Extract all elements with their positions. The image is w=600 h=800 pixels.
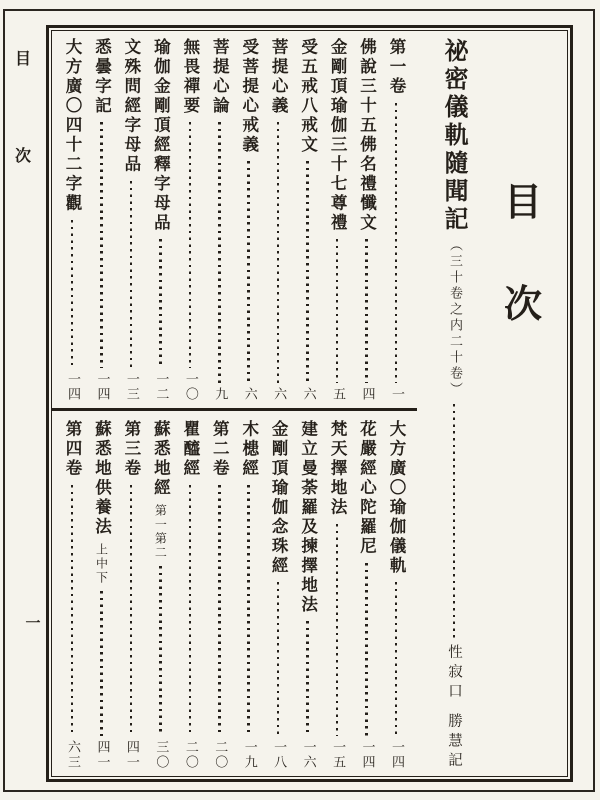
toc-entry bbox=[382, 420, 410, 772]
entry-page: 一六 bbox=[300, 740, 316, 770]
entry-title: 梵天擇地法 bbox=[328, 420, 348, 518]
entry-title: 第四卷 bbox=[63, 420, 82, 479]
entry-page: 一〇 bbox=[182, 372, 198, 402]
entry-page: 四一 bbox=[123, 740, 139, 770]
entry-title: 瞿醯經 bbox=[180, 420, 200, 479]
toc-entry bbox=[323, 38, 351, 404]
margin-label bbox=[10, 46, 36, 166]
margin-page-number: 一 bbox=[25, 614, 41, 632]
entry-page: 一四 bbox=[94, 372, 110, 402]
toc-entry bbox=[264, 38, 292, 404]
content-frame bbox=[46, 25, 573, 782]
margin-label-char: 目 bbox=[14, 49, 31, 68]
entry-page: 二〇 bbox=[182, 740, 198, 770]
document-subtitle: （三十卷之内二十卷） bbox=[447, 238, 462, 398]
entry-page: 一 bbox=[388, 387, 404, 402]
entry-page: 二〇 bbox=[212, 740, 228, 770]
dotted-leader bbox=[71, 220, 74, 369]
toc-top-register bbox=[58, 38, 410, 404]
entry-page: 一五 bbox=[330, 740, 346, 770]
title-column bbox=[434, 38, 474, 771]
dotted-leader bbox=[306, 161, 309, 383]
entry-title: 無畏禪要 bbox=[180, 38, 200, 116]
toc-entry bbox=[176, 420, 204, 772]
toc-entry bbox=[235, 38, 263, 404]
entry-title: 菩提心論 bbox=[210, 38, 230, 116]
dotted-leader bbox=[100, 591, 103, 736]
entry-page: 四一 bbox=[94, 740, 110, 770]
dotted-leader bbox=[130, 485, 133, 737]
toc-entry bbox=[176, 38, 204, 404]
dotted-leader bbox=[159, 566, 162, 736]
entry-title: 文殊問經字母品 bbox=[121, 38, 141, 175]
entry-page: 三〇 bbox=[153, 740, 169, 770]
dotted-leader bbox=[365, 563, 368, 737]
register-divider bbox=[51, 408, 417, 411]
margin-label-char: 次 bbox=[14, 146, 31, 165]
dotted-leader bbox=[277, 582, 280, 736]
entry-page: 六 bbox=[300, 387, 316, 402]
entry-title: 第三卷 bbox=[121, 420, 141, 479]
toc-entry bbox=[382, 38, 410, 404]
entry-page: 六三 bbox=[65, 740, 80, 770]
entry-title: 瑜伽金剛頂經釋字母品 bbox=[151, 38, 171, 233]
dotted-leader bbox=[365, 239, 368, 383]
entry-subtitle: 上中下 bbox=[94, 543, 109, 585]
toc-entry bbox=[87, 38, 115, 404]
toc-entry bbox=[87, 420, 115, 772]
dotted-leader bbox=[159, 239, 162, 368]
toc-entry bbox=[117, 420, 145, 772]
entry-page: 一四 bbox=[359, 740, 375, 770]
entry-title: 大方廣〇瑜伽儀軌 bbox=[386, 420, 406, 576]
entry-title: 佛說三十五佛名禮懺文 bbox=[357, 38, 377, 233]
dotted-leader bbox=[71, 485, 74, 737]
entry-title: 大方廣〇四十二字觀 bbox=[63, 38, 82, 214]
dotted-leader bbox=[336, 524, 339, 737]
dotted-leader bbox=[218, 485, 221, 737]
entry-title: 受菩提心戒義 bbox=[239, 38, 259, 155]
entry-title: 花嚴經心陀羅尼 bbox=[357, 420, 377, 557]
entry-title: 蘇悉地經 bbox=[151, 420, 171, 498]
toc-entry bbox=[117, 38, 145, 404]
entry-page: 六 bbox=[241, 387, 257, 402]
entry-page: 一八 bbox=[271, 740, 287, 770]
dotted-leader bbox=[306, 621, 309, 736]
entry-title: 受五戒八戒文 bbox=[298, 38, 318, 155]
entry-page: 一九 bbox=[241, 740, 257, 770]
toc-entry bbox=[294, 420, 322, 772]
entry-title: 蘇悉地供養法 bbox=[92, 420, 112, 537]
dotted-leader bbox=[395, 582, 398, 736]
entry-page: 六 bbox=[271, 387, 287, 402]
dotted-leader bbox=[218, 122, 221, 383]
dotted-leader bbox=[277, 122, 280, 383]
dotted-leader bbox=[336, 239, 339, 383]
dotted-leader bbox=[247, 161, 250, 383]
attribution-narrator: 性寂口 bbox=[446, 644, 462, 703]
entry-page: 四 bbox=[359, 387, 375, 402]
toc-bottom-register bbox=[58, 420, 410, 772]
toc-entry bbox=[58, 38, 86, 404]
toc-entry bbox=[205, 38, 233, 404]
section-heading bbox=[501, 179, 545, 326]
toc-entry bbox=[146, 38, 174, 404]
dotted-leader bbox=[130, 181, 133, 369]
heading-char: 次 bbox=[503, 281, 542, 326]
entry-title: 第一卷 bbox=[386, 38, 406, 97]
dotted-leader bbox=[100, 122, 103, 368]
toc-entry bbox=[146, 420, 174, 772]
entry-title: 建立曼荼羅及揀擇地法 bbox=[298, 420, 318, 615]
entry-title: 第二卷 bbox=[210, 420, 230, 479]
entry-title: 金剛頂瑜伽念珠經 bbox=[269, 420, 289, 576]
entry-page: 一二 bbox=[153, 372, 169, 402]
entry-title: 菩提心義 bbox=[269, 38, 289, 116]
entry-title: 木槵經 bbox=[239, 420, 259, 479]
toc-entry bbox=[323, 420, 351, 772]
entry-title: 悉曇字記 bbox=[92, 38, 112, 116]
attribution-recorder: 勝慧記 bbox=[446, 712, 462, 771]
entry-page: 一四 bbox=[388, 740, 404, 770]
dotted-leader bbox=[395, 103, 398, 384]
toc-entry bbox=[294, 38, 322, 404]
dotted-leader bbox=[453, 404, 456, 640]
toc-entry bbox=[264, 420, 292, 772]
entry-page: 一四 bbox=[65, 372, 80, 402]
entry-subtitle: 第一第二 bbox=[153, 504, 168, 560]
heading-char: 目 bbox=[503, 179, 542, 224]
entry-page: 一三 bbox=[123, 372, 139, 402]
entry-page: 五 bbox=[330, 387, 346, 402]
dotted-leader bbox=[189, 485, 192, 737]
toc-entry bbox=[235, 420, 263, 772]
document-title: 祕密儀軌隨聞記 bbox=[440, 38, 469, 234]
dotted-leader bbox=[247, 485, 250, 737]
toc-entry bbox=[58, 420, 86, 772]
toc-entry bbox=[353, 420, 381, 772]
toc-entry bbox=[205, 420, 233, 772]
entry-page: 九 bbox=[212, 387, 228, 402]
entry-title: 金剛頂瑜伽三十七尊禮 bbox=[328, 38, 348, 233]
dotted-leader bbox=[189, 122, 192, 368]
toc-entry bbox=[353, 38, 381, 404]
